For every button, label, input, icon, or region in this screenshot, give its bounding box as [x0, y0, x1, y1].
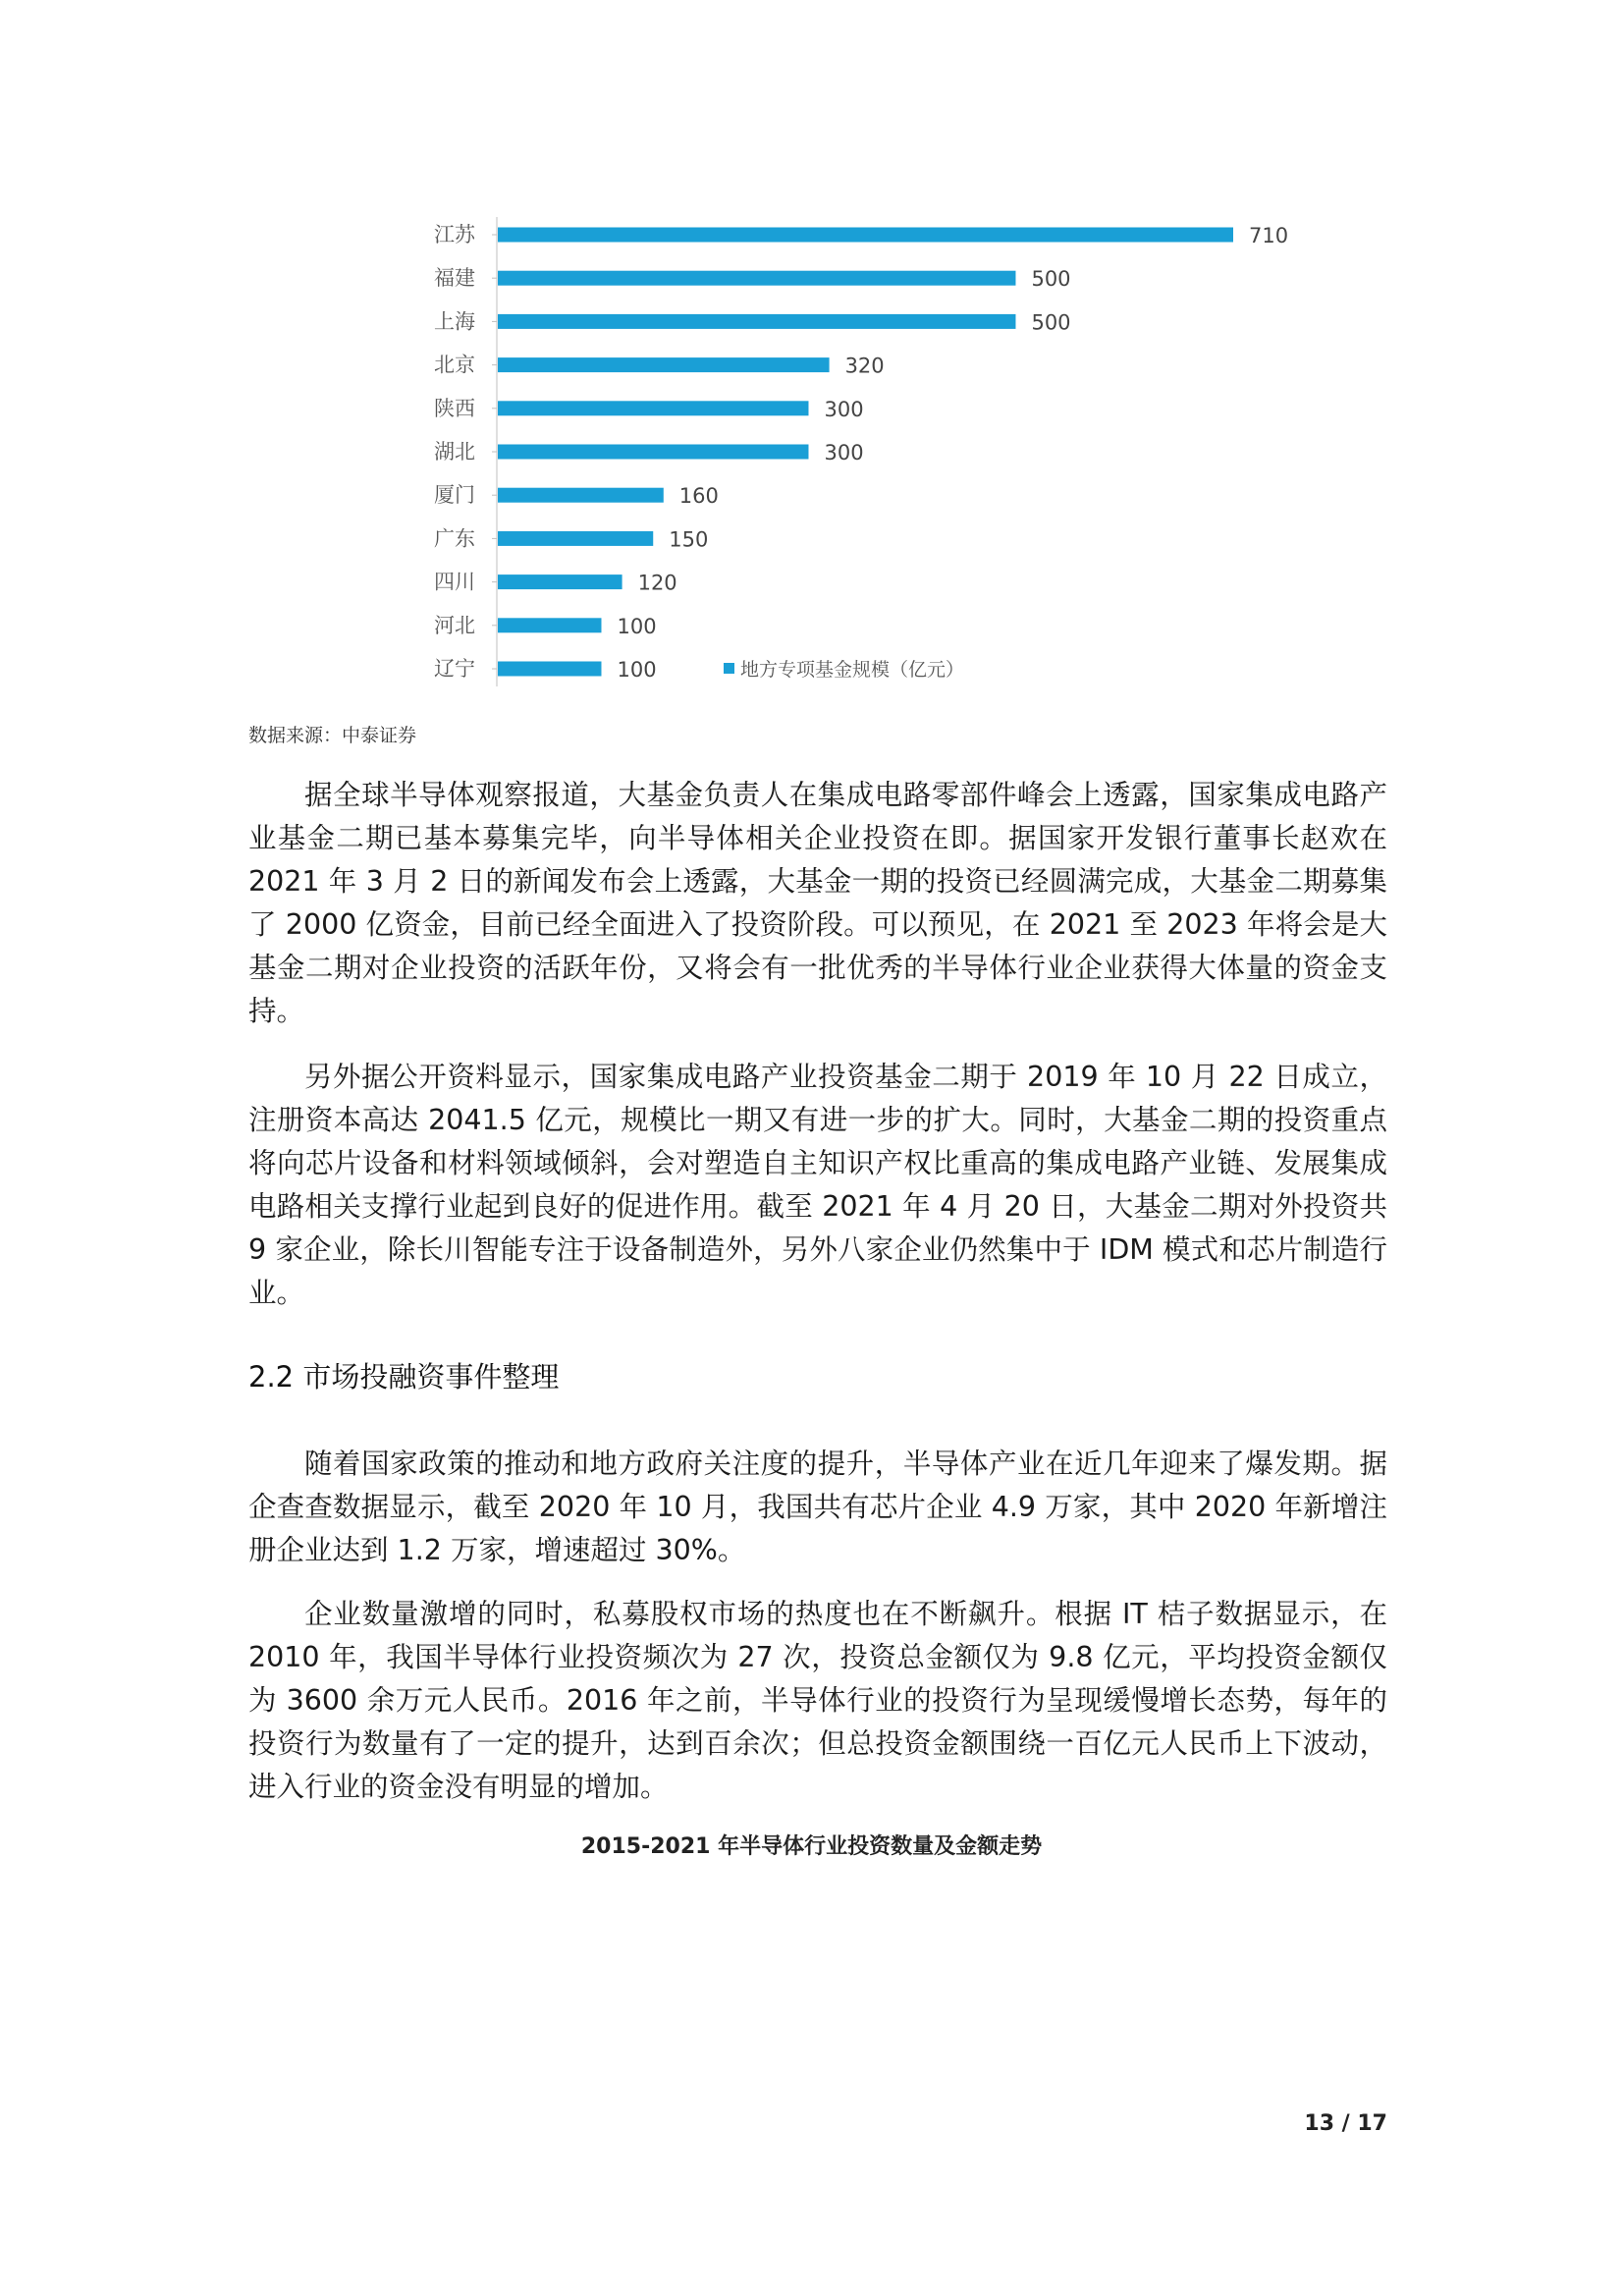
- data-label: 320: [844, 354, 885, 378]
- legend-swatch: [724, 663, 734, 674]
- bar: [498, 574, 622, 589]
- data-label: 150: [669, 527, 709, 552]
- category-label: 上海: [434, 309, 475, 334]
- legend-label: 地方专项基金规模（亿元）: [740, 659, 965, 681]
- category-label: 四川: [434, 570, 475, 594]
- data-label: 120: [637, 571, 677, 595]
- category-label: 北京: [434, 353, 475, 377]
- bar-chart: [412, 211, 1289, 702]
- data-label: 300: [824, 441, 864, 465]
- paragraph: 企业数量激增的同时，私募股权市场的热度也在不断飙升。根据 IT 桔子数据显示，在 2010 年，我国半导体行业投资频次为 27 次，投资总金额仅为 9.8 亿元，平均投资金额仅为 3600 余万元人民币。2016 年之前，半导体行业的投资行为呈现缓慢增长态势，每年的投资行为数量有了一定的提升，达到百余次；但总投资金额围绕一百亿元人民币上下波动，进入行业的资金没有明显的增加。: [248, 1598, 1387, 1803]
- data-label: 500: [1031, 310, 1071, 335]
- data-label: 100: [617, 658, 657, 682]
- category-label: 湖北: [434, 440, 475, 464]
- category-label: 陕西: [434, 396, 475, 420]
- bar: [498, 662, 601, 677]
- category-label: 广东: [434, 526, 475, 551]
- figure-caption: 2015-2021 年半导体行业投资数量及金额走势: [580, 1834, 1043, 1859]
- category-label: 河北: [434, 613, 475, 637]
- bar: [498, 271, 1015, 286]
- page-number: 13 / 17: [1304, 2111, 1387, 2136]
- data-label: 100: [617, 614, 657, 638]
- paragraph: 据全球半导体观察报道，大基金负责人在集成电路零部件峰会上透露，国家集成电路产业基金二期已基本募集完毕，向半导体相关企业投资在即。据国家开发银行董事长赵欢在 2021 年 3 月 2 日的新闻发布会上透露，大基金一期的投资已经圆满完成，大基金二期募集了 2000 亿资金，目前已经全面进入了投资阶段。可以预见，在 2021 至 2023 年将会是大基金二期对企业投资的活跃年份，又将会有一批优秀的半导体行业企业获得大体量的资金支持。: [248, 779, 1387, 1027]
- category-label: 江苏: [434, 223, 475, 246]
- data-source-note: 数据来源：中泰证券: [248, 725, 417, 746]
- bar: [498, 488, 664, 503]
- paragraph: 随着国家政策的推动和地方政府关注度的提升，半导体产业在近几年迎来了爆发期。据企查查数据显示，截至 2020 年 10 月，我国共有芯片企业 4.9 万家，其中 2020 年新增注册企业达到 1.2 万家，增速超过 30%。: [248, 1448, 1387, 1566]
- category-label: 厦门: [434, 483, 475, 508]
- bar: [498, 228, 1233, 243]
- bar: [498, 401, 808, 415]
- bar: [498, 531, 653, 546]
- bar: [498, 618, 601, 632]
- paragraph: 另外据公开资料显示，国家集成电路产业投资基金二期于 2019 年 10 月 22 日成立，注册资本高达 2041.5 亿元，规模比一期又有进一步的扩大。同时，大基金二期的投资重点将向芯片设备和材料领域倾斜，会对塑造自主知识产权比重高的集成电路产业链、发展集成电路相关支撑行业起到良好的促进作用。截至 2021 年 4 月 20 日，大基金二期对外投资共 9 家企业，除长川智能专注于设备制造外，另外八家企业仍然集中于 IDM 模式和芯片制造行业。: [248, 1061, 1387, 1309]
- bar: [498, 445, 808, 460]
- bar: [498, 314, 1015, 329]
- category-label: 福建: [434, 266, 475, 291]
- bar: [498, 357, 830, 372]
- category-label: 辽宁: [434, 657, 475, 681]
- data-label: 500: [1031, 267, 1071, 292]
- data-label: 710: [1249, 224, 1289, 247]
- data-label: 160: [678, 484, 719, 509]
- data-label: 300: [824, 397, 864, 421]
- section-heading: 2.2 市场投融资事件整理: [248, 1360, 560, 1394]
